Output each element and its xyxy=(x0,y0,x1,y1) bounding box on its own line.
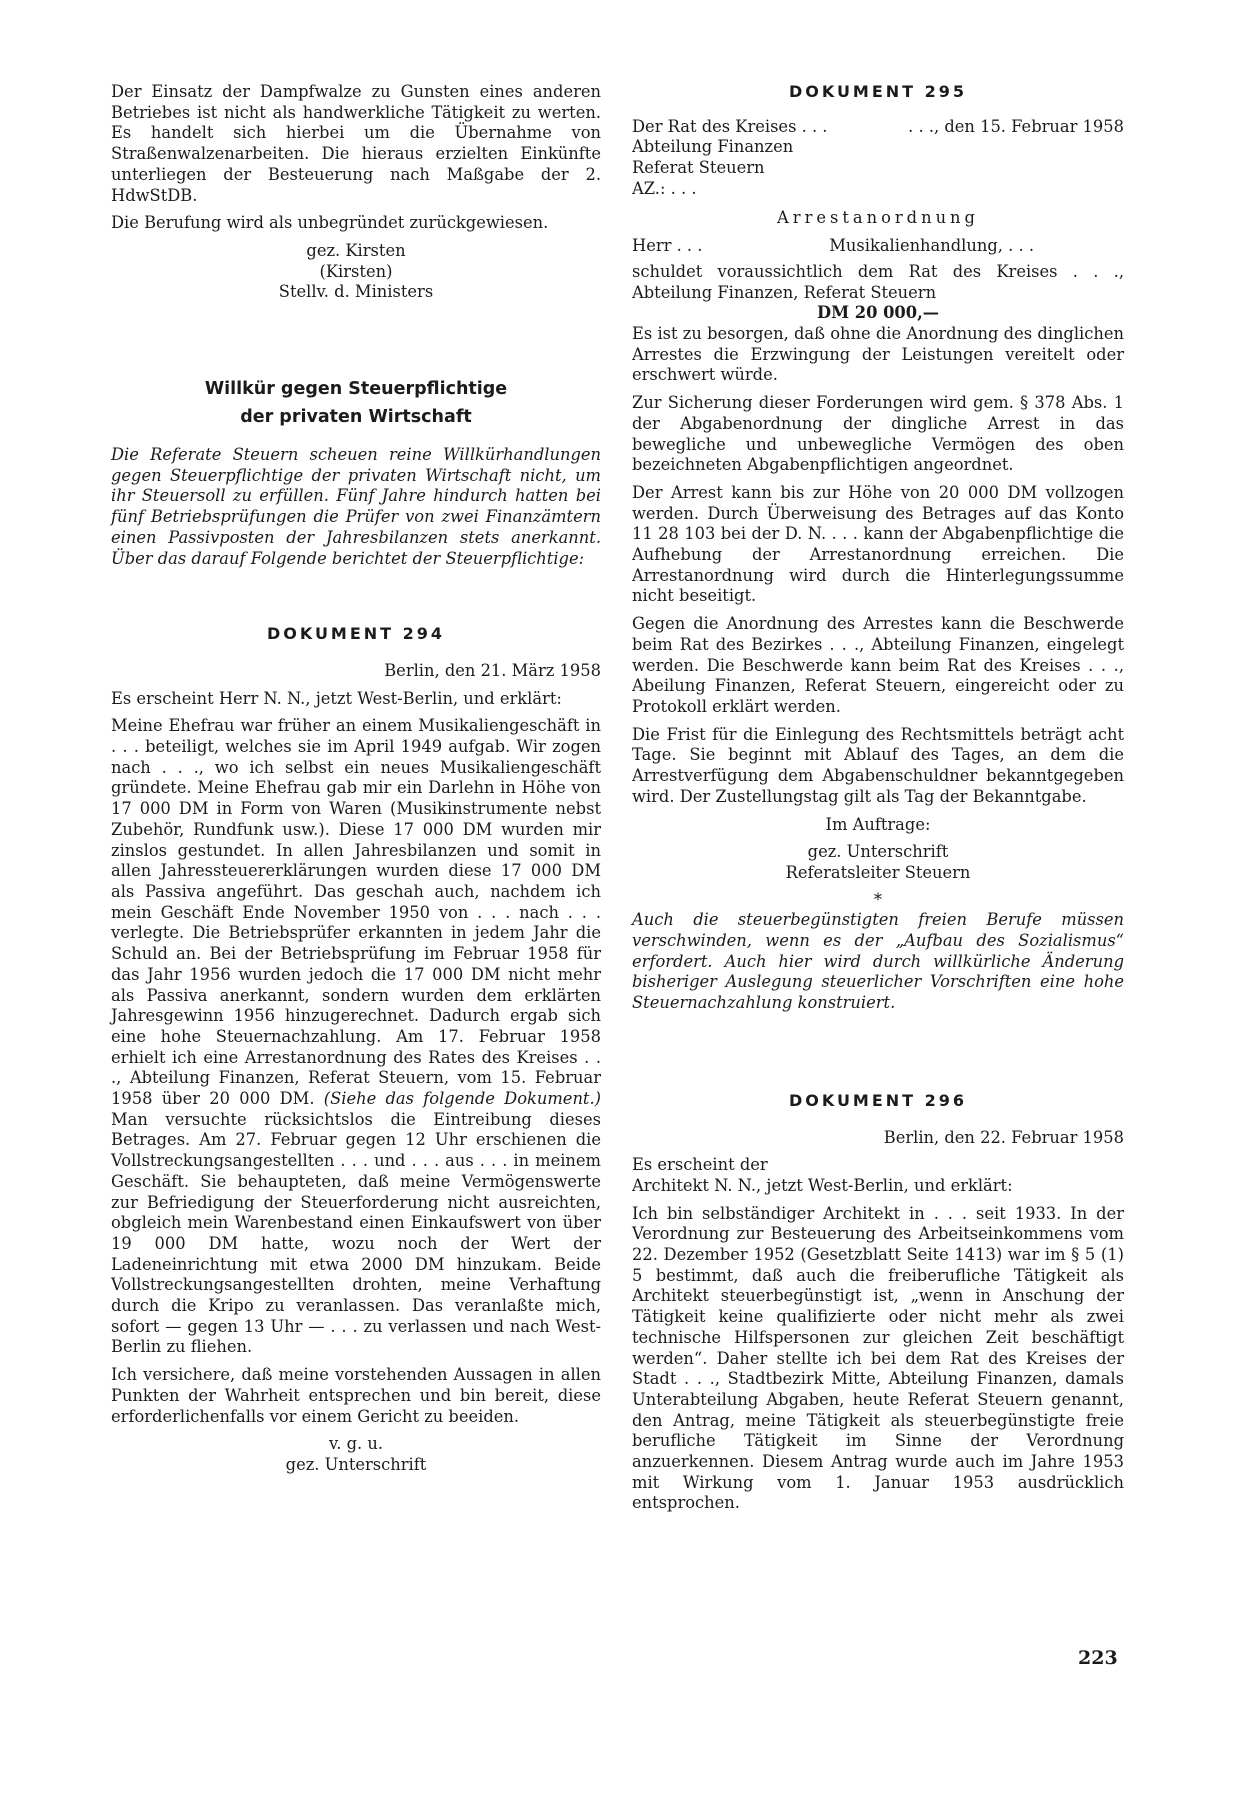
document-295-paragraph-4: Gegen die Anordnung des Arrestes kann die Beschwerde beim Rat des Bezirkes . . ., Abteilung Finanzen, eingelegt werden. Die Beschwerde kann beim Rat des Kreises . . ., Abeilung Finanzen, Referat Steuern, eingereicht oder zu Protokoll erklärt werden. xyxy=(632,614,1124,716)
document-296-body: Ich bin selbständiger Architekt in . . . seit 1933. In der Verordnung zur Besteuerung des Arbeitseinkommens vom 22. Dezember 1952 (Gesetzblatt Seite 1413) war im § 5 (1) 5 bestimmt, daß auch die freiberufliche Tätigkeit als Architekt steuerbegünstigt ist, „wenn in Anschung der Tätigkeit keine qualifizierte oder nicht mehr als zwei technische Hilfspersonen zur gleichen Zeit beschäftigt werden“. Daher stellte ich bei dem Rat des Kreises der Stadt . . ., Stadtbezirk Mitte, Abteilung Finanzen, damals Unterabteilung Abgaben, heute Referat Steuern genannt, den Antrag, meine Tätigkeit als steuerbegünstigte freie berufliche Tätigkeit im Sinne der Verordnung anzuerkennen. Diesem Antrag wurde auch im Jahre 1953 mit Wirkung vom 1. Januar 1953 ausdrücklich entsprochen. xyxy=(632,1203,1124,1513)
document-295-business: Musikalienhandlung, . . . xyxy=(829,236,1034,256)
document-295-date: . . ., den 15. Februar 1958 xyxy=(908,116,1124,136)
document-295-paragraph-3: Der Arrest kann bis zur Höhe von 20 000 DM vollzogen werden. Durch Überweisung des Betrages auf das Konto 11 28 103 bei der D. N. . . . kann der Abgabenpflichtige die Aufhebung der Arrestanordnung erreichen. Die Arrestanordnung wird durch die Hinterlegungssumme nicht beseitigt. xyxy=(632,482,1124,606)
signature-title: Stellv. d. Ministers xyxy=(278,282,434,302)
document-295-department: Abteilung Finanzen xyxy=(632,137,794,157)
signature-name: gez. Kirsten xyxy=(306,240,406,260)
section-lead: Die Referate Steuern scheuen reine Willkürhandlungen gegen Steuerpflichtige der privaten Wirtschaft nicht, um ihr Steuersoll zu erfüllen. Fünf Jahre hindurch hatten bei fünf Betriebsprüfungen die Prüfer von zwei Finanzämtern einen Passivposten der Jahresbilanzen stets anerkannt. Über das darauf Folgende berichtet der Steuerpflichtige: xyxy=(111,445,601,568)
document-294-intro: Es erscheint Herr N. N., jetzt West-Berlin, und erklärt: xyxy=(111,688,562,708)
document-295-sender: Der Rat des Kreises . . . xyxy=(632,116,828,136)
signature-parenthetical: (Kirsten) xyxy=(319,261,393,281)
document-294-body-text-continued: Man versuchte rücksichtslos die Eintreibung dieses Betrages. Am 27. Februar gegen 12 Uhr erschienen die Vollstreckungsangestellten . . . und . . . aus . . . in meinem Geschäft. Sie behaupteten, daß meine Vermögenswerte zur Befriedigung der Steuerforderung nicht ausreichten, obgleich mein Warenbestand einen Einkaufswert von über 19 000 DM hatte, wozu noch der Wert der Ladeneinrichtung mit etwa 2000 DM hinzukam. Beide Vollstreckungsangestellten drohten, meine Verhaftung durch die Kripo zu veranlassen. Das veranlaßte mich, sofort — gegen 13 Uhr — . . . zu verlassen und nach West-Berlin zu fliehen. xyxy=(111,1109,601,1357)
document-295-paragraph-2: Zur Sicherung dieser Forderungen wird gem. § 378 Abs. 1 der Abgabenordnung der dingliche Arrest in das bewegliche und unbewegliche Vermögen des oben bezeichneten Abgabenpflichtigen angeordnet. xyxy=(632,393,1124,475)
document-294-date: Berlin, den 21. März 1958 xyxy=(384,660,601,680)
document-294-reference: (Siehe das folgende Dokument.) xyxy=(323,1089,601,1109)
document-294-vgu: v. g. u. xyxy=(328,1434,384,1454)
document-295-office: Referat Steuern xyxy=(632,158,765,178)
intro-paragraph: Der Einsatz der Dampfwalze zu Gunsten eines anderen Betriebes ist nicht als handwerkliche Tätigkeit zu werten. Es handelt sich hierbei um die Übernahme von Straßenwalzenarbeiten. Die hieraus erzielten Einkünfte unterliegen der Besteuerung nach Maßgabe der 2. HdwStDB. xyxy=(111,82,601,205)
right-column xyxy=(632,82,1124,1521)
document-295-addressee: Herr . . . xyxy=(632,236,703,256)
document-294-signature: gez. Unterschrift xyxy=(285,1454,427,1474)
document-295-signature: gez. Unterschrift xyxy=(807,842,949,862)
document-294-title: DOKUMENT 294 xyxy=(266,624,446,644)
document-294-body-text: Meine Ehefrau war früher an einem Musikaliengeschäft in . . . beteiligt, welches sie im April 1949 aufgab. Wir zogen nach . . ., wo ich selbst ein neues Musikaliengeschäft gründete. Meine Ehefrau gab mir ein Darlehn in Höhe von 17 000 DM in Form von Waren (Musikinstrumente nebst Zubehör, Rundfunk usw.). Diese 17 000 DM wurden mir zinslos gestundet. In allen Jahresbilanzen und somit in allen Jahressteuererklärungen wurden diese 17 000 DM als Passiva angeführt. Das geschah auch, nachdem ich mein Geschäft Ende November 1950 von . . . nach . . . verlegte. Die Betriebsprüfer erkannten in jedem Jahr die Schuld an. Bei der Betriebsprüfung im Februar 1958 für das Jahr 1956 wurden jedoch die 17 000 DM nicht mehr als Passiva anerkannt, sondern wurden dem erklärten Jahresgewinn 1956 hinzugerechnet. Dadurch ergab sich eine hohe Steuernachzahlung. Am 17. Februar 1958 erhielt ich eine Arrestanordnung des Rates des Kreises . . ., Abteilung Finanzen, Referat Steuern, vom 15. Februar 1958 über 20 000 DM. xyxy=(111,716,601,1109)
document-296-intro-line2: Architekt N. N., jetzt West-Berlin, und erklärt: xyxy=(632,1175,1013,1195)
page-number: 223 xyxy=(1078,1647,1118,1669)
section-divider-asterisk: * xyxy=(873,889,883,909)
section-headline-line1: Willkür gegen Steuerpflichtige xyxy=(204,379,508,400)
document-295-header-row xyxy=(632,117,1124,138)
document-295-paragraph-1: Es ist zu besorgen, daß ohne die Anordnung des dinglichen Arrestes die Erzwingung der Leistungen vereitelt oder erschwert würde. xyxy=(632,324,1124,385)
document-294-affirmation: Ich versichere, daß meine vorstehenden Aussagen in allen Punkten der Wahrheit entsprechen und bin bereit, diese erforderlichenfalls vor einem Gericht zu beeiden. xyxy=(111,1365,601,1426)
document-295-owes: schuldet voraussichtlich dem Rat des Kreises . . ., Abteilung Finanzen, Referat Steuern xyxy=(632,261,1124,302)
document-296-intro-line1: Es erscheint der xyxy=(632,1155,768,1175)
document-295-signature-authority: Im Auftrage: xyxy=(825,814,931,834)
document-295-reference: AZ.: . . . xyxy=(632,178,697,198)
document-296-title: DOKUMENT 296 xyxy=(788,1090,968,1110)
left-column xyxy=(111,82,601,1476)
document-295-amount: DM 20 000,— xyxy=(816,303,940,323)
decision-paragraph: Die Berufung wird als unbegründet zurückgewiesen. xyxy=(111,213,549,233)
document-295-signature-title: Referatsleiter Steuern xyxy=(785,862,971,882)
document-294-body xyxy=(111,716,601,1358)
document-295-heading: Arrestanordnung xyxy=(777,207,979,227)
section-lead-2: Auch die steuerbegünstigten freien Berufe müssen verschwinden, wenn es der „Aufbau des Sozialismus“ erfordert. Auch hier wird durch willkürliche Änderung bisheriger Auslegung steuerlicher Vorschriften eine hohe Steuernachzahlung konstruiert. xyxy=(632,910,1124,1013)
section-headline-line2: der privaten Wirtschaft xyxy=(240,407,472,428)
document-296-date: Berlin, den 22. Februar 1958 xyxy=(883,1127,1124,1147)
document-295-addressee-row xyxy=(632,236,1124,257)
document-295-title: DOKUMENT 295 xyxy=(788,82,968,101)
document-295-paragraph-5: Die Frist für die Einlegung des Rechtsmittels beträgt acht Tage. Sie beginnt mit Ablauf des Tages, an dem die Arrestverfügung dem Abgabenschuldner bekanntgegeben wird. Der Zustellungstag gilt als Tag der Bekanntgabe. xyxy=(632,724,1124,806)
